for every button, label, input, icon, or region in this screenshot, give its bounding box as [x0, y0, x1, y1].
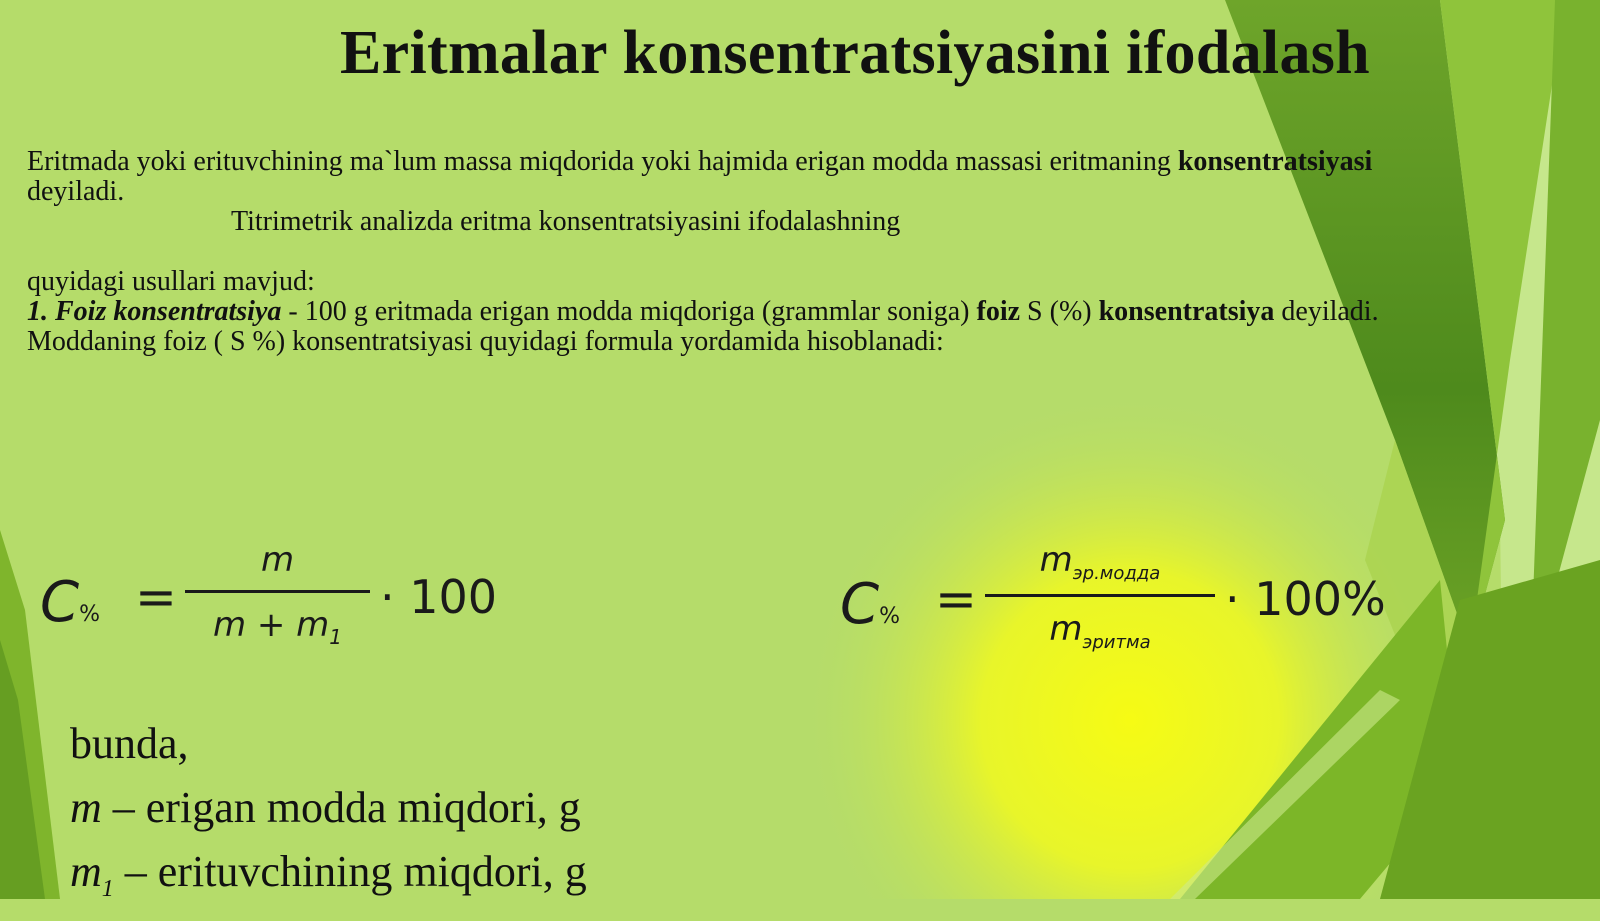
formula-2-lhs-sub: %	[879, 604, 901, 629]
formula-2-denominator-sub: эритма	[1082, 631, 1151, 653]
intro-bold-term: konsentratsiyasi	[1177, 146, 1373, 177]
formula-1-lhs-sub: %	[79, 602, 101, 627]
formula-2-numerator	[1040, 540, 1161, 584]
formula-2-fraction	[985, 540, 1215, 653]
intro-text: Eritmada yoki erituvchining ma`lum massa miqdorida yoki hajmida erigan modda massasi eritmaning	[27, 146, 1178, 177]
item-1-label: 1. Foiz konsentratsiya	[27, 296, 282, 327]
item-1-text-a: - 100 g eritmada erigan modda miqdoriga (grammlar soniga)	[281, 296, 977, 327]
item-1	[27, 297, 1379, 327]
indent-line: Titrimetrik analizda eritma konsentratsiyasini ifodalashning	[231, 206, 901, 237]
formula-1-equals: =	[135, 568, 177, 626]
legend-line-2-symbol: m	[70, 847, 102, 896]
formula-1-denominator	[213, 605, 342, 649]
item-1-text-c: deyiladi.	[1274, 296, 1379, 327]
formula-1-multiplier: · 100	[380, 570, 498, 624]
formula-mass-percent	[40, 540, 510, 690]
legend-line-1	[70, 776, 587, 840]
formula-2-equals: =	[935, 570, 977, 628]
formula-2-lhs: C	[840, 572, 880, 637]
formula-1-fraction-bar	[185, 590, 370, 593]
formula-1-denominator-sub: 1	[329, 624, 343, 649]
formula-percent-concentration	[840, 540, 1400, 700]
item-1-bold-b: konsentratsiya	[1098, 296, 1275, 327]
legend-line-1-symbol: m	[70, 783, 102, 832]
legend-intro: bunda,	[70, 719, 189, 768]
formula-1-lhs: C	[40, 570, 80, 635]
item-1-text-b: S (%)	[1020, 296, 1099, 327]
item-1-line-2: Moddaning foiz ( S %) konsentratsiyasi quyidagi formula yordamida hisoblanadi:	[27, 326, 944, 357]
intro-continuation: deyiladi.	[27, 176, 125, 207]
formula-1-fraction	[185, 540, 370, 649]
formula-2-numerator-sub: эр.модда	[1072, 562, 1161, 584]
formula-1-denominator-text: m + m	[212, 605, 330, 645]
item-1-bold-a: foiz	[976, 296, 1021, 327]
legend-line-1-text: – erigan modda miqdori, g	[101, 783, 581, 832]
slide-title: Eritmalar konsentratsiyasini ifodalash	[340, 19, 1370, 87]
variable-legend	[70, 712, 587, 921]
intro-paragraph	[27, 147, 1372, 177]
formula-2-multiplier: · 100%	[1225, 572, 1386, 626]
formula-2-fraction-bar	[985, 594, 1215, 597]
formula-2-denominator-text: m	[1049, 608, 1083, 649]
legend-line-2-text: – erituvchining miqdori, g	[113, 847, 587, 896]
legend-line-2	[70, 840, 587, 921]
formula-2-denominator	[1049, 609, 1150, 653]
formula-2-numerator-text: m	[1039, 540, 1073, 580]
legend-line-2-sub: 1	[101, 875, 114, 902]
methods-line: quyidagi usullari mavjud:	[27, 266, 315, 297]
formula-1-numerator: m	[260, 540, 295, 580]
